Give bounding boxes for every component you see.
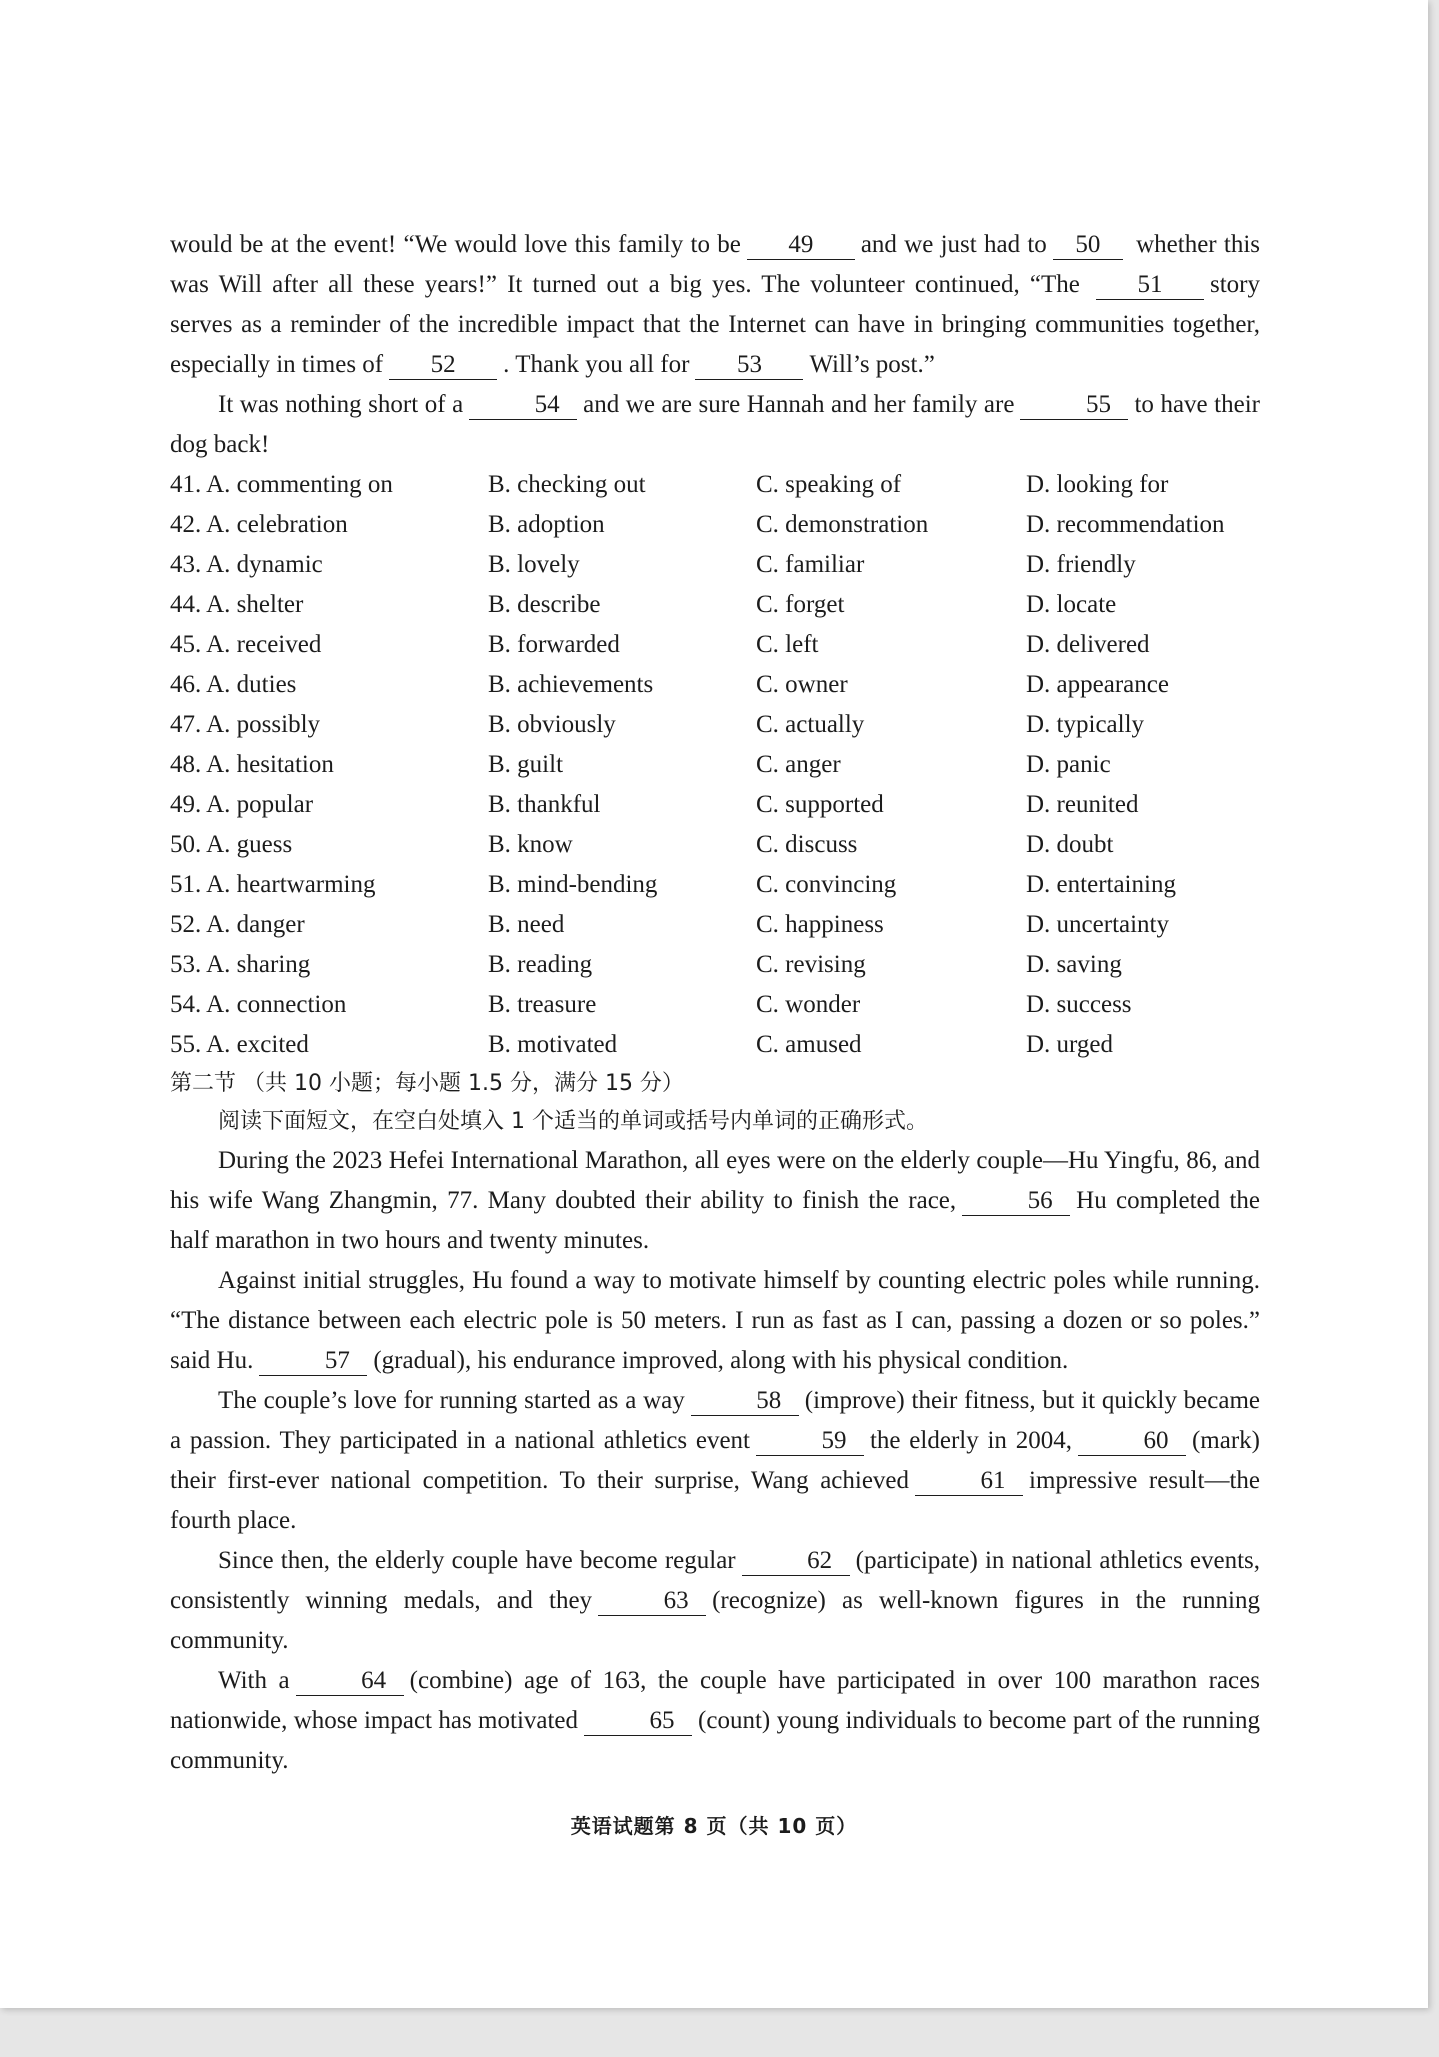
- option-d: D. saving: [1026, 951, 1122, 978]
- option-row-52: [170, 905, 1260, 945]
- text: During the 2023 Hefei International Marathon, all eyes were on the elderly couple—Hu Yingfu, 86, and his wife Wang Zhangmin, 77. Many doubted their ability to finish the race,: [170, 1147, 1260, 1214]
- option-c: C. familiar: [756, 551, 865, 578]
- blank-59: 59: [756, 1427, 864, 1456]
- blank-61: 61: [915, 1467, 1023, 1496]
- option-d: D. looking for: [1026, 471, 1169, 498]
- option-d: D. urged: [1026, 1031, 1114, 1058]
- text: It was nothing short of a: [218, 391, 464, 418]
- passage-paragraph: [170, 385, 1260, 465]
- text: to have their dog back!: [170, 391, 1260, 458]
- option-d: D. locate: [1026, 591, 1117, 618]
- option-c: C. forget: [756, 591, 845, 618]
- option-c: C. convincing: [756, 871, 897, 898]
- option-d: D. typically: [1026, 711, 1145, 738]
- blank-49: 49: [747, 231, 855, 260]
- text: the elderly in 2004,: [869, 1427, 1072, 1454]
- blank-50: 50: [1053, 231, 1123, 260]
- blank-58: 58: [691, 1387, 799, 1416]
- option-d: D. recommendation: [1026, 511, 1225, 538]
- option-b: B. need: [488, 911, 565, 938]
- passage-paragraph: [170, 1261, 1260, 1381]
- text: (recognize) as well-known figures in the running community.: [170, 1587, 1260, 1654]
- option-c: C. speaking of: [756, 471, 902, 498]
- text: Against initial struggles, Hu found a way to motivate himself by counting electric poles while running. “The distance between each electric pole is 50 meters. I run as fast as I can, passing a dozen or so poles.” said Hu.: [170, 1267, 1260, 1374]
- option-c: C. revising: [756, 951, 866, 978]
- option-row-41: [170, 465, 1260, 505]
- blank-62: 62: [742, 1547, 850, 1576]
- option-c: C. left: [756, 631, 819, 658]
- text: (improve) their fitness, but it quickly became a passion. They participated in a national athletics event: [170, 1387, 1260, 1454]
- option-a: 41. A. commenting on: [170, 471, 393, 498]
- option-b: B. motivated: [488, 1031, 618, 1058]
- option-c: C. anger: [756, 751, 841, 778]
- option-b: B. lovely: [488, 551, 580, 578]
- option-d: D. panic: [1026, 751, 1111, 778]
- option-b: B. checking out: [488, 471, 646, 498]
- blank-53: 53: [695, 351, 803, 380]
- option-b: B. thankful: [488, 791, 601, 818]
- text: whether this was Will after all these years!” It turned out a big yes. The volunteer continued, “The: [170, 231, 1260, 298]
- option-c: C. owner: [756, 671, 848, 698]
- option-a: 55. A. excited: [170, 1031, 309, 1058]
- option-row-55: [170, 1025, 1260, 1065]
- blank-54: 54: [469, 391, 577, 420]
- option-row-51: [170, 865, 1260, 905]
- option-c: C. actually: [756, 711, 865, 738]
- text: story serves as a reminder of the incredible impact that the Internet can have in bringing communities together, especially in times of: [170, 271, 1260, 378]
- page-content: [170, 225, 1260, 1781]
- text: Hu completed the half marathon in two hours and twenty minutes.: [170, 1187, 1260, 1254]
- blank-55: 55: [1020, 391, 1128, 420]
- option-row-48: [170, 745, 1260, 785]
- option-c: C. amused: [756, 1031, 862, 1058]
- option-d: D. entertaining: [1026, 871, 1176, 898]
- option-b: B. mind-bending: [488, 871, 658, 898]
- passage-paragraph: [170, 225, 1260, 385]
- option-row-47: [170, 705, 1260, 745]
- text: would be at the event! “We would love this family to be: [170, 231, 741, 258]
- text: Will’s post.”: [809, 351, 935, 378]
- option-row-42: [170, 505, 1260, 545]
- option-a: 44. A. shelter: [170, 591, 304, 618]
- page-footer: 英语试题第 8 页（共 10 页）: [570, 1814, 858, 1838]
- blank-60: 60: [1078, 1427, 1186, 1456]
- option-c: C. supported: [756, 791, 884, 818]
- options-list: [170, 465, 1260, 1065]
- option-a: 42. A. celebration: [170, 511, 348, 538]
- option-d: D. friendly: [1026, 551, 1136, 578]
- blank-51: 51: [1096, 271, 1204, 300]
- blank-52: 52: [389, 351, 497, 380]
- text: (participate) in national athletics events, consistently winning medals, and they: [170, 1547, 1261, 1614]
- section-instructions: 阅读下面短文，在空白处填入 1 个适当的单词或括号内单词的正确形式。: [218, 1109, 928, 1134]
- option-row-46: [170, 665, 1260, 705]
- option-b: B. achievements: [488, 671, 654, 698]
- text: (gradual), his endurance improved, along with his physical condition.: [373, 1347, 1069, 1374]
- text: . Thank you all for: [503, 351, 690, 378]
- text: The couple’s love for running started as a way: [218, 1387, 685, 1414]
- text: impressive result—the fourth place.: [170, 1467, 1260, 1534]
- text: and we are sure Hannah and her family are: [583, 391, 1015, 418]
- option-b: B. treasure: [488, 991, 597, 1018]
- option-a: 47. A. possibly: [170, 711, 321, 738]
- option-b: B. describe: [488, 591, 601, 618]
- option-row-44: [170, 585, 1260, 625]
- blank-64: 64: [296, 1667, 404, 1696]
- text: Since then, the elderly couple have become regular: [218, 1547, 736, 1574]
- option-c: C. demonstration: [756, 511, 929, 538]
- option-a: 54. A. connection: [170, 991, 347, 1018]
- passage-paragraph: [170, 1661, 1260, 1781]
- blank-56: 56: [962, 1187, 1070, 1216]
- option-a: 53. A. sharing: [170, 951, 311, 978]
- option-a: 45. A. received: [170, 631, 322, 658]
- option-row-53: [170, 945, 1260, 985]
- blank-65: 65: [584, 1707, 692, 1736]
- option-d: D. reunited: [1026, 791, 1139, 818]
- option-a: 51. A. heartwarming: [170, 871, 376, 898]
- option-d: D. delivered: [1026, 631, 1150, 658]
- option-a: 46. A. duties: [170, 671, 297, 698]
- text: (combine) age of 163, the couple have participated in over 100 marathon races nationwide, whose impact has motivated: [170, 1667, 1260, 1734]
- option-b: B. forwarded: [488, 631, 620, 658]
- passage-paragraph: [170, 1541, 1260, 1661]
- option-b: B. know: [488, 831, 573, 858]
- option-b: B. obviously: [488, 711, 616, 738]
- section-heading: 第二节 （共 10 小题；每小题 1.5 分，满分 15 分）: [170, 1071, 684, 1096]
- option-b: B. guilt: [488, 751, 564, 778]
- option-d: D. success: [1026, 991, 1132, 1018]
- passage-paragraph: [170, 1381, 1260, 1541]
- option-b: B. adoption: [488, 511, 605, 538]
- option-c: C. discuss: [756, 831, 858, 858]
- option-row-54: [170, 985, 1260, 1025]
- option-row-49: [170, 785, 1260, 825]
- blank-63: 63: [598, 1587, 706, 1616]
- option-row-43: [170, 545, 1260, 585]
- option-a: 48. A. hesitation: [170, 751, 334, 778]
- text: (mark) their first-ever national competition. To their surprise, Wang achieved: [170, 1427, 1260, 1494]
- option-a: 43. A. dynamic: [170, 551, 323, 578]
- option-row-50: [170, 825, 1260, 865]
- option-c: C. happiness: [756, 911, 884, 938]
- option-d: D. uncertainty: [1026, 911, 1170, 938]
- option-row-45: [170, 625, 1260, 665]
- option-a: 52. A. danger: [170, 911, 305, 938]
- option-a: 49. A. popular: [170, 791, 314, 818]
- option-c: C. wonder: [756, 991, 861, 1018]
- passage-paragraph: [170, 1141, 1260, 1261]
- option-a: 50. A. guess: [170, 831, 293, 858]
- blank-57: 57: [259, 1347, 367, 1376]
- text: and we just had to: [860, 231, 1047, 258]
- option-b: B. reading: [488, 951, 593, 978]
- text: With a: [218, 1667, 290, 1694]
- text: (count) young individuals to become part of the running community.: [170, 1707, 1260, 1774]
- option-d: D. doubt: [1026, 831, 1114, 858]
- option-d: D. appearance: [1026, 671, 1169, 698]
